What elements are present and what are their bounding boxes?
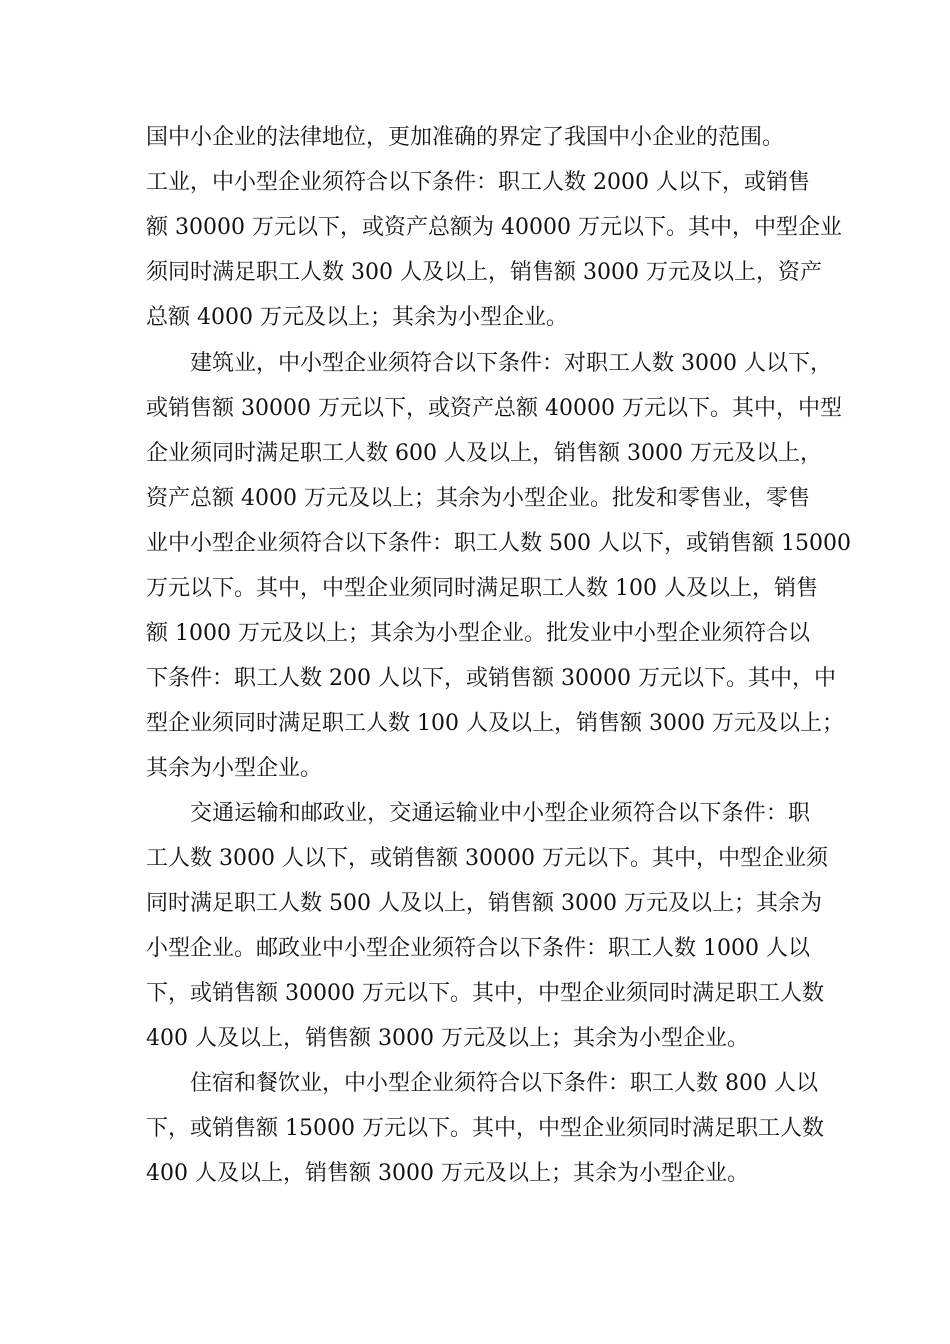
text-line: 建筑业，中小型企业须符合以下条件：对职工人数 3000 人以下， <box>190 351 832 376</box>
text-line: 下，或销售额 30000 万元以下。其中，中型企业须同时满足职工人数 <box>146 981 824 1006</box>
text-line: 其余为小型企业。 <box>146 756 323 781</box>
text-line: 工人数 3000 人以下，或销售额 30000 万元以下。其中，中型企业须 <box>146 846 828 871</box>
text-line: 交通运输和邮政业，交通运输业中小型企业须符合以下条件：职 <box>190 801 810 826</box>
text-line: 下，或销售额 15000 万元以下。其中，中型企业须同时满足职工人数 <box>146 1116 824 1141</box>
text-line: 企业须同时满足职工人数 600 人及以上，销售额 3000 万元及以上， <box>146 441 822 466</box>
text-line: 400 人及以上，销售额 3000 万元及以上；其余为小型企业。 <box>146 1161 749 1186</box>
text-line: 须同时满足职工人数 300 人及以上，销售额 3000 万元及以上，资产 <box>146 260 822 285</box>
text-line: 总额 4000 万元及以上；其余为小型企业。 <box>146 305 568 330</box>
text-line: 400 人及以上，销售额 3000 万元及以上；其余为小型企业。 <box>146 1026 749 1051</box>
text-line: 国中小企业的法律地位，更加准确的界定了我国中小企业的范围。 <box>146 125 785 150</box>
text-line: 资产总额 4000 万元及以上；其余为小型企业。批发和零售业，零售 <box>146 486 810 511</box>
text-line: 或销售额 30000 万元以下，或资产总额 40000 万元以下。其中，中型 <box>146 396 842 421</box>
text-line: 额 1000 万元及以上；其余为小型企业。批发业中小型企业须符合以 <box>146 621 810 646</box>
text-line: 额 30000 万元以下，或资产总额为 40000 万元以下。其中，中型企业 <box>146 215 842 240</box>
text-line: 万元以下。其中，中型企业须同时满足职工人数 100 人及以上，销售 <box>146 576 818 601</box>
text-line: 型企业须同时满足职工人数 100 人及以上，销售额 3000 万元及以上； <box>146 711 844 736</box>
text-line: 工业，中小型企业须符合以下条件：职工人数 2000 人以下，或销售 <box>146 170 810 195</box>
text-line: 同时满足职工人数 500 人及以上，销售额 3000 万元及以上；其余为 <box>146 891 822 916</box>
text-line: 住宿和餐饮业，中小型企业须符合以下条件：职工人数 800 人以 <box>190 1071 818 1096</box>
text-line: 下条件：职工人数 200 人以下，或销售额 30000 万元以下。其中，中 <box>146 666 836 691</box>
text-line: 小型企业。邮政业中小型企业须符合以下条件：职工人数 1000 人以 <box>146 936 810 961</box>
text-line: 业中小型企业须符合以下条件：职工人数 500 人以下，或销售额 15000 <box>146 531 851 556</box>
